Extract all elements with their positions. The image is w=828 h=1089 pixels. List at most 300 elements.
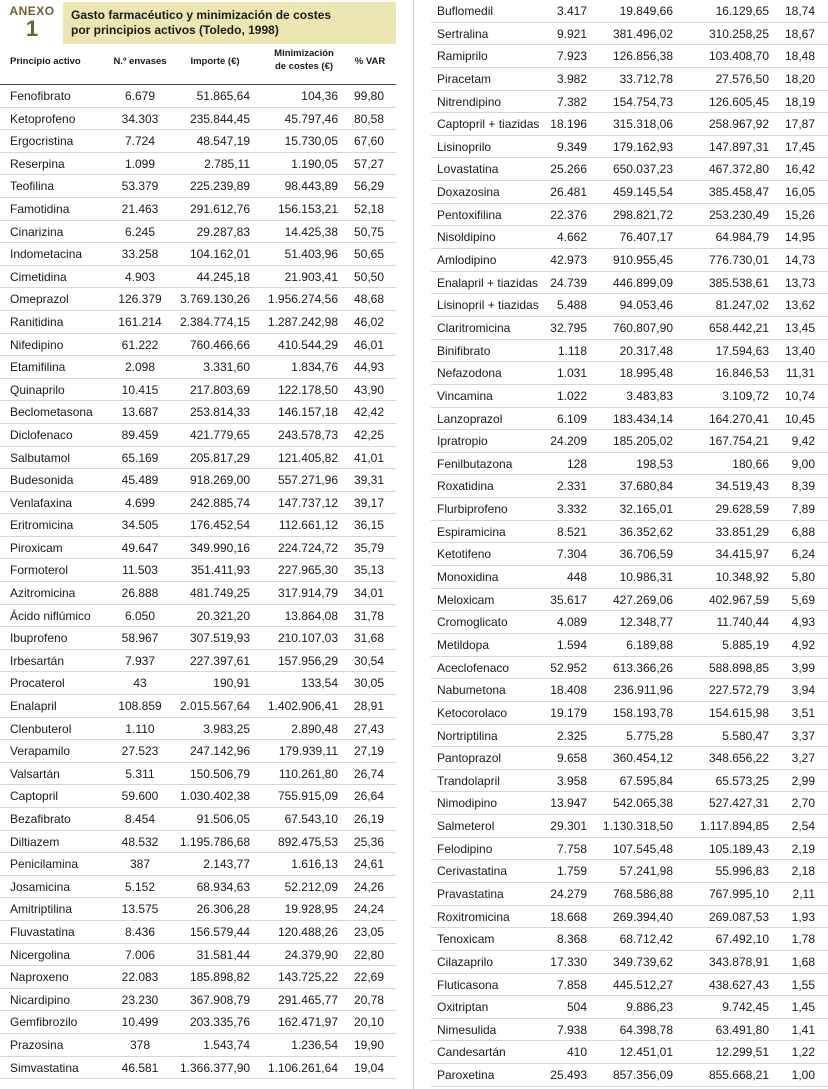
cell-principio: Pantoprazol <box>437 751 502 766</box>
cell-importe: 459.145,54 <box>612 185 673 200</box>
cell-var: 2,70 <box>791 796 815 811</box>
cell-minimizacion: 855.668,21 <box>708 1068 769 1083</box>
cell-minimizacion: 103.408,70 <box>708 49 769 64</box>
cell-importe: 381.496,02 <box>612 26 673 41</box>
table-row <box>0 966 396 989</box>
table-row <box>0 175 396 198</box>
cell-principio: Prazosina <box>10 1037 64 1052</box>
cell-var: 57,27 <box>353 156 384 171</box>
cell-principio: Budesonida <box>10 473 74 488</box>
cell-var: 50,65 <box>353 247 384 262</box>
cell-principio: Fluticasona <box>437 977 499 992</box>
cell-principio: Cinarizina <box>10 224 64 239</box>
cell-minimizacion: 146.157,18 <box>277 405 338 420</box>
cell-importe: 227.397,61 <box>189 653 250 668</box>
cell-importe: 179.162,93 <box>612 139 673 154</box>
table-row <box>0 808 396 831</box>
cell-envases: 3.332 <box>556 502 587 517</box>
cell-principio: Cimetidina <box>10 269 67 284</box>
table-row <box>431 158 828 181</box>
cell-var: 46,01 <box>353 337 384 352</box>
table-row <box>0 785 396 808</box>
cell-envases: 161.214 <box>118 314 162 329</box>
cell-envases: 17.330 <box>550 954 587 969</box>
cell-importe: 158.193,78 <box>612 705 673 720</box>
table-row <box>0 288 396 311</box>
table-row <box>431 974 828 997</box>
cell-importe: 150.506,79 <box>189 766 250 781</box>
table-row <box>431 657 828 680</box>
table-row <box>0 672 396 695</box>
cell-envases: 4.699 <box>124 495 156 510</box>
cell-envases: 29.301 <box>550 819 587 834</box>
table-row <box>431 928 828 951</box>
table-row <box>0 243 396 266</box>
cell-principio: Ácido niflúmico <box>10 608 91 623</box>
cell-principio: Josamicina <box>10 879 71 894</box>
cell-importe: 236.911,96 <box>613 683 673 698</box>
cell-importe: 315.318,06 <box>612 117 673 132</box>
header-principio: Principio activo <box>10 56 81 67</box>
cell-principio: Binifibrato <box>437 343 491 358</box>
cell-minimizacion: 269.087,53 <box>708 909 769 924</box>
cell-var: 44,93 <box>353 360 384 375</box>
cell-envases: 59.600 <box>121 789 159 804</box>
cell-envases: 13.947 <box>550 796 587 811</box>
table-row <box>431 385 828 408</box>
table-row <box>0 1057 396 1080</box>
cell-var: 16,05 <box>784 185 815 200</box>
table-row <box>0 469 396 492</box>
cell-minimizacion: 52.212,09 <box>284 879 338 894</box>
cell-minimizacion: 81.247,02 <box>715 298 769 313</box>
cell-importe: 760.807,90 <box>612 320 673 335</box>
cell-envases: 19.179 <box>550 705 587 720</box>
cell-var: 3,27 <box>791 751 815 766</box>
cell-envases: 7.006 <box>124 947 156 962</box>
cell-minimizacion: 224.724,72 <box>277 540 338 555</box>
table-row <box>431 792 828 815</box>
cell-importe: 36.706,59 <box>619 547 673 562</box>
cell-envases: 504 <box>566 1000 587 1015</box>
cell-envases: 3.958 <box>556 773 587 788</box>
cell-importe: 3.983,25 <box>203 721 250 736</box>
cell-var: 9,00 <box>791 456 815 471</box>
cell-envases: 18.196 <box>550 117 587 132</box>
cell-var: 5,80 <box>791 570 815 585</box>
table-row <box>431 91 828 114</box>
cell-var: 16,42 <box>784 162 815 177</box>
cell-var: 35,79 <box>353 540 384 555</box>
cell-importe: 235.844,45 <box>189 111 250 126</box>
table-row <box>0 989 396 1012</box>
cell-importe: 176.452,54 <box>189 518 250 533</box>
cell-envases: 1.118 <box>557 343 587 358</box>
table-row <box>431 611 828 634</box>
cell-var: 35,13 <box>353 563 384 578</box>
cell-importe: 421.779,65 <box>189 427 250 442</box>
cell-importe: 48.547,19 <box>196 134 250 149</box>
cell-minimizacion: 10.348,92 <box>715 570 769 585</box>
table-row <box>431 226 828 249</box>
cell-var: 14,95 <box>784 230 815 245</box>
cell-var: 14,73 <box>784 253 815 268</box>
cell-envases: 52.952 <box>550 660 587 675</box>
cell-principio: Ketotifeno <box>437 547 492 562</box>
cell-minimizacion: 438.627,43 <box>708 977 769 992</box>
cell-var: 2,18 <box>791 864 815 879</box>
table-row <box>0 740 396 763</box>
cell-envases: 2.098 <box>124 360 156 375</box>
cell-envases: 6.109 <box>556 411 587 426</box>
annex-word: ANEXO <box>9 4 55 18</box>
cell-principio: Nifedipino <box>10 337 64 352</box>
header-minimizacion: Minimización de costes (€) <box>274 48 334 72</box>
cell-minimizacion: 126.605,45 <box>708 94 769 109</box>
cell-importe: 269.394,40 <box>612 909 673 924</box>
table-row <box>431 634 828 657</box>
cell-var: 6,88 <box>791 524 815 539</box>
table-row <box>0 582 396 605</box>
table-row <box>0 514 396 537</box>
table-row <box>431 996 828 1019</box>
cell-envases: 61.222 <box>121 337 159 352</box>
cell-envases: 8.368 <box>556 932 587 947</box>
cell-var: 23,05 <box>353 924 384 939</box>
cell-importe: 307.519,93 <box>189 631 250 646</box>
column-headers <box>0 46 396 85</box>
cell-minimizacion: 156.153,21 <box>277 201 338 216</box>
cell-importe: 51.865,64 <box>196 89 250 103</box>
table-title-line-1: Gasto farmacéutico y minimización de costes <box>71 8 332 22</box>
cell-principio: Azitromicina <box>10 586 76 601</box>
cell-importe: 367.908,79 <box>189 992 250 1007</box>
cell-minimizacion: 258.967,92 <box>708 117 769 132</box>
cell-importe: 33.712,78 <box>619 71 673 86</box>
cell-importe: 349.739,62 <box>612 954 673 969</box>
cell-principio: Espiramicina <box>437 524 506 539</box>
cell-var: 3,37 <box>791 728 815 743</box>
table-row <box>431 566 828 589</box>
cell-minimizacion: 105.189,43 <box>708 841 769 856</box>
table-row <box>431 702 828 725</box>
cell-envases: 7.858 <box>556 977 587 992</box>
table-row <box>431 838 828 861</box>
cell-var: 2,54 <box>791 819 815 834</box>
cell-envases: 6.245 <box>124 224 156 239</box>
table-row <box>0 447 396 470</box>
table-row <box>431 113 828 136</box>
table-title <box>63 2 396 44</box>
table-row <box>0 379 396 402</box>
cell-var: 18,19 <box>784 94 815 109</box>
cell-envases: 45.489 <box>121 473 159 488</box>
cell-importe: 19.849,66 <box>619 4 673 18</box>
cell-envases: 6.050 <box>124 608 156 623</box>
cell-envases: 7.758 <box>556 841 587 856</box>
cell-principio: Penicilamina <box>10 857 79 872</box>
cell-var: 50,75 <box>353 224 384 239</box>
table-row <box>0 627 396 650</box>
cell-importe: 31.581,44 <box>196 947 250 962</box>
cell-envases: 8.521 <box>556 524 587 539</box>
table-row <box>431 0 828 23</box>
cell-minimizacion: 167.754,21 <box>708 434 769 449</box>
cell-importe: 44.245,18 <box>196 269 250 284</box>
cell-minimizacion: 210.107,03 <box>277 631 338 646</box>
cell-envases: 43 <box>133 676 147 691</box>
cell-envases: 35.617 <box>550 592 587 607</box>
cell-principio: Lovastatina <box>437 162 499 177</box>
header-envases: N.º envases <box>113 56 167 67</box>
cell-minimizacion: 5.580,47 <box>722 728 769 743</box>
table-row <box>431 1064 828 1087</box>
cell-minimizacion: 147.737,12 <box>277 495 338 510</box>
cell-principio: Nicardipino <box>10 992 71 1007</box>
cell-principio: Cromoglicato <box>437 615 508 630</box>
cell-var: 1,22 <box>791 1045 815 1060</box>
cell-importe: 542.065,38 <box>612 796 673 811</box>
cell-importe: 613.366,26 <box>612 660 673 675</box>
table-row <box>0 650 396 673</box>
cell-principio: Naproxeno <box>10 970 69 985</box>
cell-minimizacion: 162.471,97 <box>277 1015 338 1030</box>
cell-principio: Ramiprilo <box>437 49 488 64</box>
table-row <box>0 221 396 244</box>
left-table-column <box>0 0 396 1079</box>
cell-importe: 20.317,48 <box>619 343 673 358</box>
table-row <box>0 198 396 221</box>
cell-principio: Fenofibrato <box>10 89 71 103</box>
cell-var: 3,94 <box>791 683 815 698</box>
cell-var: 24,24 <box>353 902 384 917</box>
cell-var: 3,99 <box>791 660 815 675</box>
cell-envases: 1.022 <box>556 388 587 403</box>
table-row <box>0 898 396 921</box>
table-row <box>0 108 396 131</box>
table-row <box>0 85 396 108</box>
cell-principio: Lanzoprazol <box>437 411 503 426</box>
table-row <box>431 725 828 748</box>
cell-importe: 360.454,12 <box>612 751 673 766</box>
cell-var: 1,41 <box>791 1022 815 1037</box>
cell-importe: 298.821,72 <box>612 207 673 222</box>
cell-principio: Fenilbutazona <box>437 456 513 471</box>
cell-importe: 351.411,93 <box>190 563 250 578</box>
cell-var: 2,99 <box>791 773 815 788</box>
cell-envases: 26.888 <box>121 586 159 601</box>
cell-principio: Aceclofenaco <box>437 660 510 675</box>
table-row <box>431 1019 828 1042</box>
table-row <box>431 770 828 793</box>
cell-envases: 3.417 <box>556 4 587 18</box>
cell-principio: Buflomedil <box>437 4 494 18</box>
table-row <box>431 362 828 385</box>
cell-var: 15,26 <box>784 207 815 222</box>
table-row <box>431 430 828 453</box>
cell-minimizacion: 55.996,83 <box>715 864 769 879</box>
cell-envases: 24.209 <box>550 434 587 449</box>
cell-envases: 27.523 <box>121 744 159 759</box>
cell-principio: Captopril + tiazidas <box>437 117 540 132</box>
cell-envases: 448 <box>566 570 587 585</box>
cell-importe: 242.885,74 <box>189 495 250 510</box>
column-divider <box>413 0 414 1089</box>
cell-principio: Reserpina <box>10 156 65 171</box>
cell-minimizacion: 467.372,80 <box>708 162 769 177</box>
cell-minimizacion: 3.109,72 <box>722 388 769 403</box>
cell-importe: 3.331,60 <box>203 360 250 375</box>
table-row <box>431 679 828 702</box>
cell-var: 3,51 <box>791 705 815 720</box>
cell-principio: Ketoprofeno <box>10 111 76 126</box>
cell-principio: Procaterol <box>10 676 65 691</box>
cell-envases: 5.152 <box>124 879 156 894</box>
cell-importe: 9.886,23 <box>626 1000 673 1015</box>
table-row <box>431 883 828 906</box>
table-row <box>0 130 396 153</box>
cell-minimizacion: 17.594,63 <box>715 343 769 358</box>
cell-principio: Trandolapril <box>437 773 500 788</box>
cell-principio: Pentoxifilina <box>437 207 502 222</box>
cell-importe: 64.398,78 <box>619 1022 673 1037</box>
table-row <box>0 695 396 718</box>
cell-minimizacion: 179.939,11 <box>278 744 338 759</box>
cell-var: 22,80 <box>353 947 384 962</box>
cell-principio: Doxazosina <box>437 185 500 200</box>
cell-principio: Fluvastatina <box>10 924 75 939</box>
cell-minimizacion: 11.740,44 <box>716 615 769 630</box>
cell-importe: 291.612,76 <box>189 201 250 216</box>
cell-var: 10,45 <box>784 411 815 426</box>
cell-envases: 1.099 <box>124 156 156 171</box>
cell-envases: 46.581 <box>121 1060 159 1075</box>
cell-importe: 1.030.402,38 <box>180 789 251 804</box>
cell-principio: Ranitidina <box>10 314 64 329</box>
cell-minimizacion: 34.519,43 <box>715 479 769 494</box>
cell-importe: 3.769.130,26 <box>180 292 251 307</box>
cell-envases: 5.488 <box>556 298 587 313</box>
cell-principio: Claritromicina <box>437 320 511 335</box>
cell-importe: 20.321,20 <box>196 608 250 623</box>
table-row <box>431 45 828 68</box>
cell-principio: Formoterol <box>10 563 69 578</box>
table-row <box>431 747 828 770</box>
cell-envases: 126.379 <box>118 292 162 307</box>
cell-envases: 8.436 <box>124 924 156 939</box>
table-row <box>431 23 828 46</box>
cell-minimizacion: 227.572,79 <box>708 683 769 698</box>
cell-minimizacion: 343.878,91 <box>708 954 769 969</box>
cell-minimizacion: 1.236,54 <box>291 1037 338 1052</box>
cell-envases: 49.647 <box>121 540 159 555</box>
cell-principio: Pravastatina <box>437 886 504 901</box>
table-row <box>0 537 396 560</box>
cell-var: 30,54 <box>353 653 384 668</box>
cell-minimizacion: 1.287.242,98 <box>267 314 338 329</box>
cell-principio: Famotidina <box>10 201 70 216</box>
cell-principio: Omeprazol <box>10 292 69 307</box>
cell-minimizacion: 12.299,51 <box>715 1045 769 1060</box>
cell-principio: Venlafaxina <box>10 495 73 510</box>
cell-minimizacion: 67.543,10 <box>284 812 338 826</box>
cell-var: 67,60 <box>353 134 384 149</box>
table-row <box>431 408 828 431</box>
cell-importe: 768.586,88 <box>612 886 673 901</box>
cell-importe: 247.142,96 <box>189 744 250 759</box>
cell-principio: Nicergolina <box>10 947 71 962</box>
table-row <box>0 266 396 289</box>
cell-minimizacion: 133,54 <box>301 676 338 691</box>
cell-importe: 76.407,17 <box>619 230 673 245</box>
cell-envases: 1.031 <box>556 366 587 381</box>
cell-var: 9,42 <box>791 434 815 449</box>
cell-var: 1,55 <box>791 977 815 992</box>
cell-var: 50,50 <box>353 269 384 284</box>
cell-importe: 107.545,48 <box>612 841 673 856</box>
cell-envases: 22.376 <box>550 207 587 222</box>
cell-principio: Beclometasona <box>10 405 93 420</box>
cell-var: 1,93 <box>791 909 815 924</box>
cell-importe: 91.506,05 <box>196 812 250 826</box>
cell-principio: Etamifilina <box>10 360 66 375</box>
cell-importe: 67.595,84 <box>619 773 673 788</box>
cell-minimizacion: 892.475,53 <box>277 834 338 849</box>
cell-var: 5,69 <box>791 592 815 607</box>
cell-var: 19,90 <box>353 1037 384 1052</box>
cell-var: 24,26 <box>353 879 384 894</box>
cell-principio: Nitrendipino <box>437 94 502 109</box>
cell-importe: 650.037,23 <box>612 162 673 177</box>
cell-principio: Indometacina <box>10 247 83 262</box>
cell-envases: 42.973 <box>550 253 587 268</box>
cell-minimizacion: 1.834,76 <box>291 360 338 375</box>
cell-envases: 89.459 <box>121 427 159 442</box>
cell-minimizacion: 16.129,65 <box>715 4 769 18</box>
cell-minimizacion: 64.984,79 <box>715 230 769 245</box>
cell-principio: Piracetam <box>437 71 492 86</box>
cell-var: 39,17 <box>353 495 384 510</box>
cell-principio: Sertralina <box>437 26 489 41</box>
cell-envases: 53.379 <box>121 179 159 194</box>
cell-importe: 154.754,73 <box>612 94 673 109</box>
cell-envases: 25.493 <box>550 1068 587 1083</box>
cell-importe: 6.189,88 <box>626 637 673 652</box>
cell-importe: 349.990,16 <box>189 540 250 555</box>
cell-principio: Clenbuterol <box>10 721 72 736</box>
cell-envases: 2.331 <box>556 479 587 494</box>
cell-principio: Cerivastatina <box>437 864 508 879</box>
cell-principio: Salbutamol <box>10 450 71 465</box>
cell-envases: 34.505 <box>121 518 159 533</box>
table-row <box>0 356 396 379</box>
table-row <box>0 876 396 899</box>
cell-minimizacion: 110.261,80 <box>278 766 338 781</box>
cell-minimizacion: 385.538,61 <box>708 275 769 290</box>
cell-importe: 857.356,09 <box>612 1068 673 1083</box>
cell-var: 13,62 <box>784 298 815 313</box>
cell-principio: Flurbiprofeno <box>437 502 508 517</box>
cell-minimizacion: 14.425,38 <box>284 224 338 239</box>
cell-var: 39,31 <box>353 473 384 488</box>
cell-envases: 9.349 <box>556 139 587 154</box>
cell-principio: Nabumetona <box>437 683 506 698</box>
cell-importe: 104.162,01 <box>189 247 250 262</box>
cell-principio: Meloxicam <box>437 592 495 607</box>
cell-principio: Felodipino <box>437 841 493 856</box>
table-row <box>431 1041 828 1064</box>
cell-var: 30,05 <box>353 676 384 691</box>
